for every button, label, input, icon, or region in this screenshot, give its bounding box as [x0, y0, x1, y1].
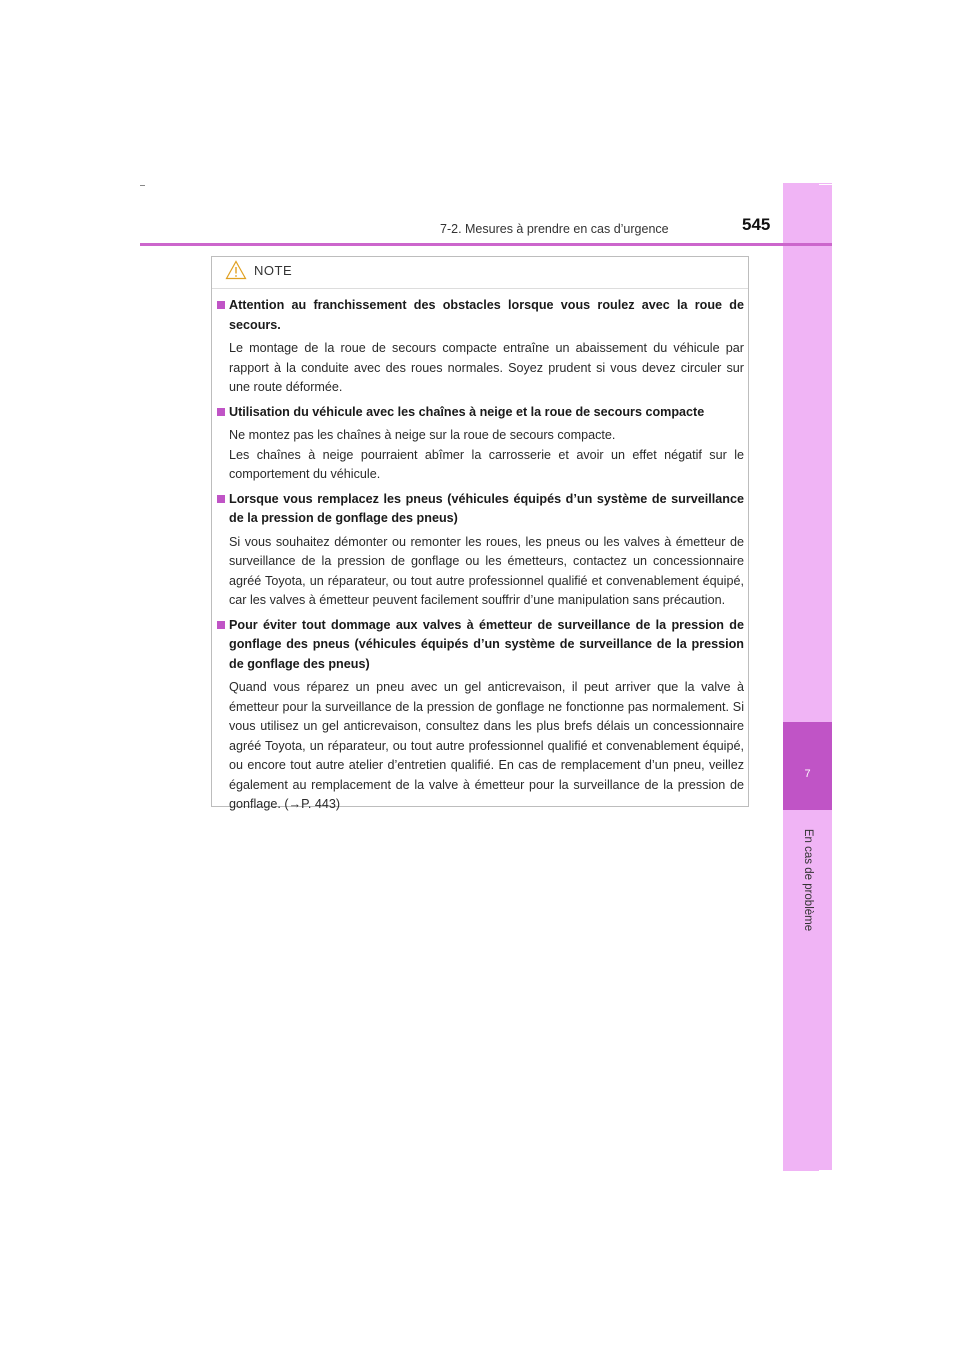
square-bullet-icon [217, 621, 225, 629]
note-item-body [229, 339, 744, 398]
square-bullet-icon [217, 301, 225, 309]
note-item-title: Lorsque vous remplacez les pneus (véhicules équipés d’un système de surveillance de la pression de gonflage des pneus) [229, 491, 744, 525]
note-item-paragraph: Si vous souhaitez démonter ou remonter les roues, les pneus ou les valves à émetteur de surveillance de la pression de gonflage ou les émetteurs, contactez un concessionnaire agréé Toyota, un réparateur, ou tout autre professionnel qualifié et convenablement équipé, car les valves à émetteur peuvent facilement souffrir d’une manipulation sans précaution. [229, 534, 744, 607]
note-item-body [229, 426, 744, 485]
note-item-body [229, 678, 744, 815]
note-item [216, 296, 744, 398]
chapter-number-box [783, 722, 832, 810]
note-item-paragraph: Ne montez pas les chaînes à neige sur la roue de secours compacte. [229, 428, 616, 442]
note-item-body [229, 533, 744, 611]
chapter-title-vertical: En cas de problème [802, 828, 814, 932]
tab-tick-bottom [819, 1170, 832, 1171]
note-item-paragraph: Quand vous réparez un pneu avec un gel anticrevaison, il peut arriver que la valve à émetteur pour la surveillance de la pression de gonflage ne fonctionne pas normalement. Si vous utilisez un gel anticrevaison, consultez dans les plus brefs délais un concessionnaire agréé Toyota, un réparateur, ou tout autre professionnel qualifié et convenablement équipé, ou encore tout autre atelier d’entretien qualifié. En cas de remplacement d’un pneu, veillez également au remplacement de la valve à émetteur pour la surveillance de la pression de gonflage. (→P. 443) [229, 680, 744, 811]
note-header-rule [212, 288, 748, 289]
chapter-number: 7 [804, 768, 811, 780]
section-heading: 7-2. Mesures à prendre en cas d’urgence [440, 222, 669, 236]
tab-tick-top [819, 184, 832, 185]
warning-triangle-icon [225, 260, 247, 280]
note-item-title: Attention au franchissement des obstacles lorsque vous roulez avec la roue de secours. [229, 298, 744, 332]
crop-mark [140, 185, 145, 186]
note-item-paragraph: Les chaînes à neige pourraient abîmer la carrosserie et avoir un effet négatif sur le comportement du véhicule. [229, 447, 744, 481]
square-bullet-icon [217, 495, 225, 503]
chapter-tab-strip [783, 183, 832, 1171]
page-number: 545 [742, 215, 771, 234]
note-item [216, 616, 744, 815]
header-rule [140, 243, 832, 246]
note-label: NOTE [254, 263, 293, 278]
note-content [216, 296, 744, 820]
note-item [216, 490, 744, 611]
note-item [216, 403, 744, 485]
square-bullet-icon [217, 408, 225, 416]
note-item-paragraph: Le montage de la roue de secours compacte entraîne un abaissement du véhicule par rapport à la conduite avec des roues normales. Soyez prudent si vous devez circuler sur une route déformée. [229, 341, 744, 394]
note-item-title: Pour éviter tout dommage aux valves à émetteur de surveillance de la pression de gonflage des pneus (véhicules équipés d’un système de surveillance de la pression de gonflage des pneus) [229, 617, 744, 671]
note-item-title: Utilisation du véhicule avec les chaînes à neige et la roue de secours compacte [229, 404, 705, 419]
